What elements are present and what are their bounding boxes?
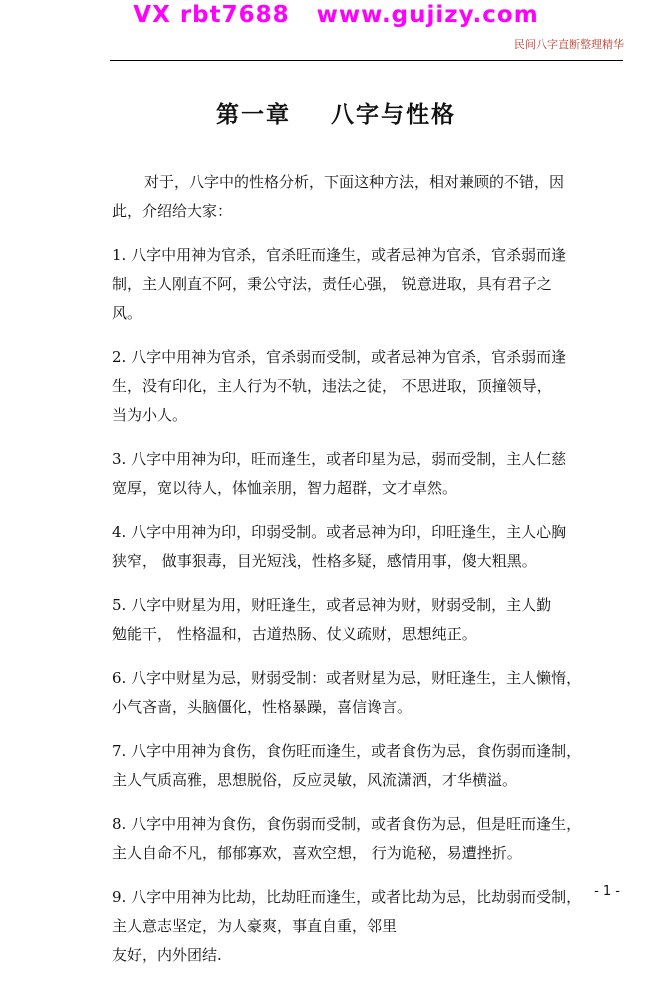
list-item: [112, 883, 624, 970]
item-line: 勉能干， 性格温和，古道热肠、仗义疏财，思想纯正。: [112, 625, 477, 643]
list-item: [112, 664, 624, 722]
list-item: [112, 343, 624, 430]
chapter-title: 第一章 八字与性格: [215, 101, 457, 128]
page-number: - 1 -: [594, 884, 620, 899]
watermark-text: VX rbt7688 www.gujizy.com: [133, 2, 539, 28]
item-line: 主人自命不凡，郁郁寡欢，喜欢空想， 行为诡秘，易遭挫折。: [112, 844, 522, 862]
item-line: 1. 八字中用神为官杀，官杀旺而逢生，或者忌神为官杀，官杀弱而逢: [112, 246, 567, 264]
item-line: 3. 八字中用神为印，旺而逢生，或者印星为忌，弱而受制，主人仁慈: [112, 450, 567, 468]
item-line: 当为小人。: [112, 406, 188, 424]
item-line: 主人意志坚定，为人豪爽，事直自重，邻里: [112, 917, 398, 935]
item-line: 友好，内外团结.: [112, 946, 222, 964]
item-line: 2. 八字中用神为官杀，官杀弱而受制，或者忌神为官杀，官杀弱而逢: [112, 348, 567, 366]
item-line: 生，没有印化，主人行为不轨，违法之徒， 不思进取，顶撞领导，: [112, 377, 552, 395]
header-divider: [110, 60, 623, 61]
intro-line: 此，介绍给大家：: [112, 202, 233, 220]
item-line: 主人气质高雅，思想脱俗，反应灵敏，风流潇洒，才华横溢。: [112, 771, 518, 789]
item-line: 7. 八字中用神为食伤，食伤旺而逢生，或者食伤为忌，食伤弱而逢制，: [112, 742, 582, 760]
chapter-body: [112, 168, 624, 985]
list-item: [112, 591, 624, 649]
item-line: 9. 八字中用神为比劫，比劫旺而逢生，或者比劫为忌，比劫弱而受制，: [112, 888, 582, 906]
item-line: 小气吝啬，头脑僵化，性格暴躁，喜信谗言。: [112, 698, 413, 716]
list-item: [112, 518, 624, 576]
intro-paragraph: [112, 168, 624, 226]
item-line: 制，主人刚直不阿，秉公守法，责任心强， 锐意进取，具有君子之: [112, 275, 552, 293]
item-line: 狭窄， 做事狠毒，目光短浅，性格多疑，感情用事，傻大粗黑。: [112, 552, 537, 570]
intro-line: 对于，八字中的性格分析，下面这种方法，相对兼顾的不错，因: [144, 173, 565, 191]
list-item: [112, 810, 624, 868]
item-line: 6. 八字中财星为忌，财弱受制：或者财星为忌，财旺逢生，主人懒惰，: [112, 669, 582, 687]
item-line: 4. 八字中用神为印，印弱受制。或者忌神为印，印旺逢生，主人心胸: [112, 523, 567, 541]
item-line: 宽厚，宽以待人，体恤亲朋，智力超群，文才卓然。: [112, 479, 458, 497]
list-item: [112, 737, 624, 795]
running-header: 民间八字直断整理精华: [514, 38, 624, 51]
list-item: [112, 241, 624, 328]
item-line: 风。: [112, 304, 143, 322]
item-line: 5. 八字中财星为用，财旺逢生，或者忌神为财，财弱受制，主人勤: [112, 596, 552, 614]
item-line: 8. 八字中用神为食伤，食伤弱而受制，或者食伤为忌，但是旺而逢生，: [112, 815, 582, 833]
list-item: [112, 445, 624, 503]
